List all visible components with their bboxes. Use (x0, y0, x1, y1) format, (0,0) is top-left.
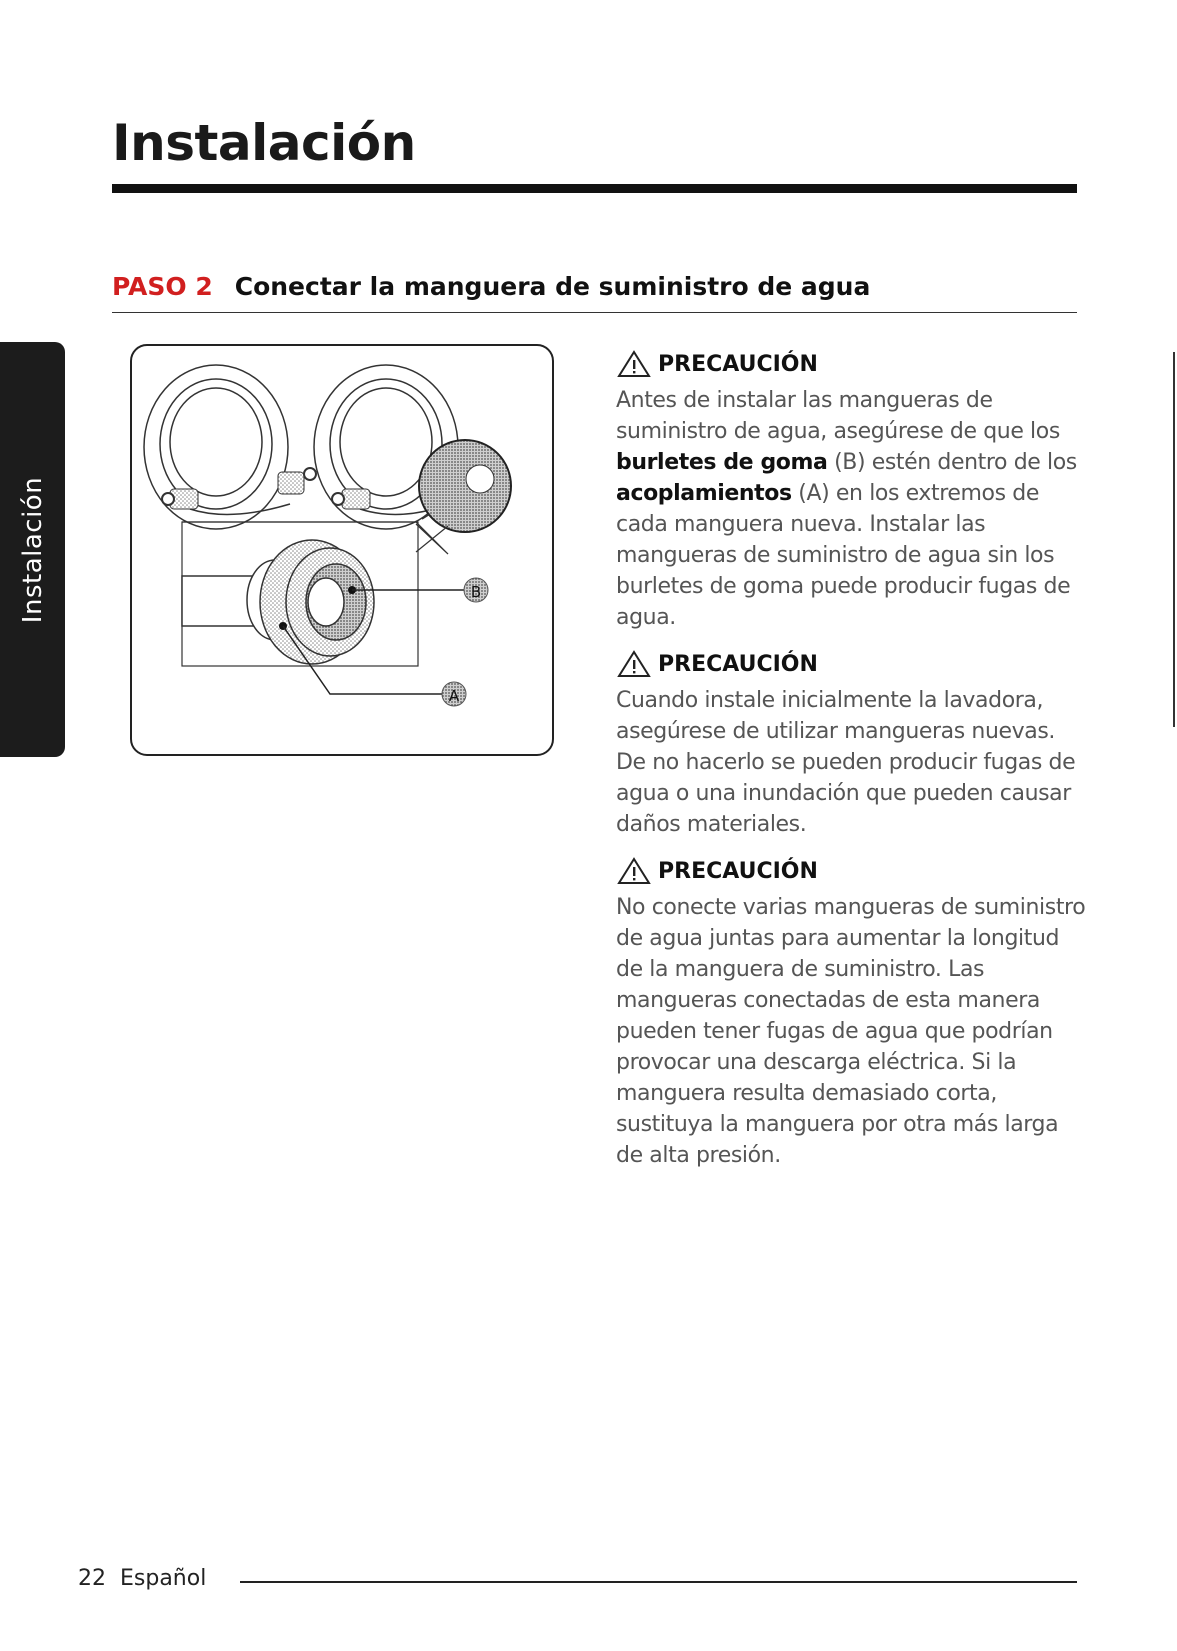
caution-term-couplings: acoplamientos (616, 481, 792, 506)
warning-triangle-icon (616, 856, 652, 886)
caution-text (616, 385, 1086, 633)
caution-column (616, 347, 1086, 1185)
caution-block-2 (616, 647, 1086, 840)
step-label: PASO 2 (112, 272, 213, 301)
label-b-badge (464, 578, 488, 602)
caution-block-3 (616, 854, 1086, 1171)
hose-illustration (130, 344, 554, 756)
page-footer (78, 1566, 206, 1591)
caution-text: No conecte varias mangueras de suministro de agua juntas para aumentar la longitud de la manguera de suministro. Las mangueras conectadas de esta manera pueden tener fugas de agua que podrían provocar una descarga eléctrica. Si la manguera resulta demasiado corta, sustituya la manguera por otra más larga de alta presión. (616, 895, 1086, 1168)
caution-title: PRECAUCIÓN (658, 858, 818, 884)
caution-term-rubber-seals: burletes de goma (616, 450, 828, 475)
magnifier-circle (419, 440, 511, 532)
title-rule (112, 184, 1077, 193)
warning-triangle-icon (616, 649, 652, 679)
warning-triangle-icon (616, 349, 652, 379)
side-tab-label: Instalación (17, 476, 48, 623)
caution-title: PRECAUCIÓN (658, 351, 818, 377)
caution-block-1 (616, 347, 1086, 633)
step-rule (112, 312, 1077, 313)
caution-title: PRECAUCIÓN (658, 651, 818, 677)
label-a-badge (442, 682, 466, 706)
hose-figure (130, 344, 554, 756)
footer-language: Español (120, 1566, 207, 1591)
label-a: A (448, 687, 460, 705)
step-title: Conectar la manguera de suministro de agua (234, 272, 871, 301)
page-number: 22 (78, 1566, 106, 1591)
label-b: B (470, 583, 482, 601)
footer-rule (240, 1581, 1077, 1583)
caution-text-part: (B) estén dentro de los (827, 450, 1077, 475)
caution-text: Cuando instale inicialmente la lavadora, asegúrese de utilizar mangueras nuevas. De no hacerlo se pueden producir fugas de agua o una inundación que pueden causar daños materiales. (616, 688, 1076, 837)
margin-mark (1173, 352, 1175, 727)
side-tab (0, 342, 65, 757)
caution-text-part: (A) en los extremos de cada manguera nueva. Instalar las mangueras de suministro de agua sin los burletes de goma puede producir fugas de agua. (616, 481, 1071, 630)
step-heading (112, 272, 870, 301)
page-title: Instalación (112, 114, 416, 172)
caution-text-part: Antes de instalar las mangueras de suministro de agua, asegúrese de que los (616, 388, 1060, 444)
